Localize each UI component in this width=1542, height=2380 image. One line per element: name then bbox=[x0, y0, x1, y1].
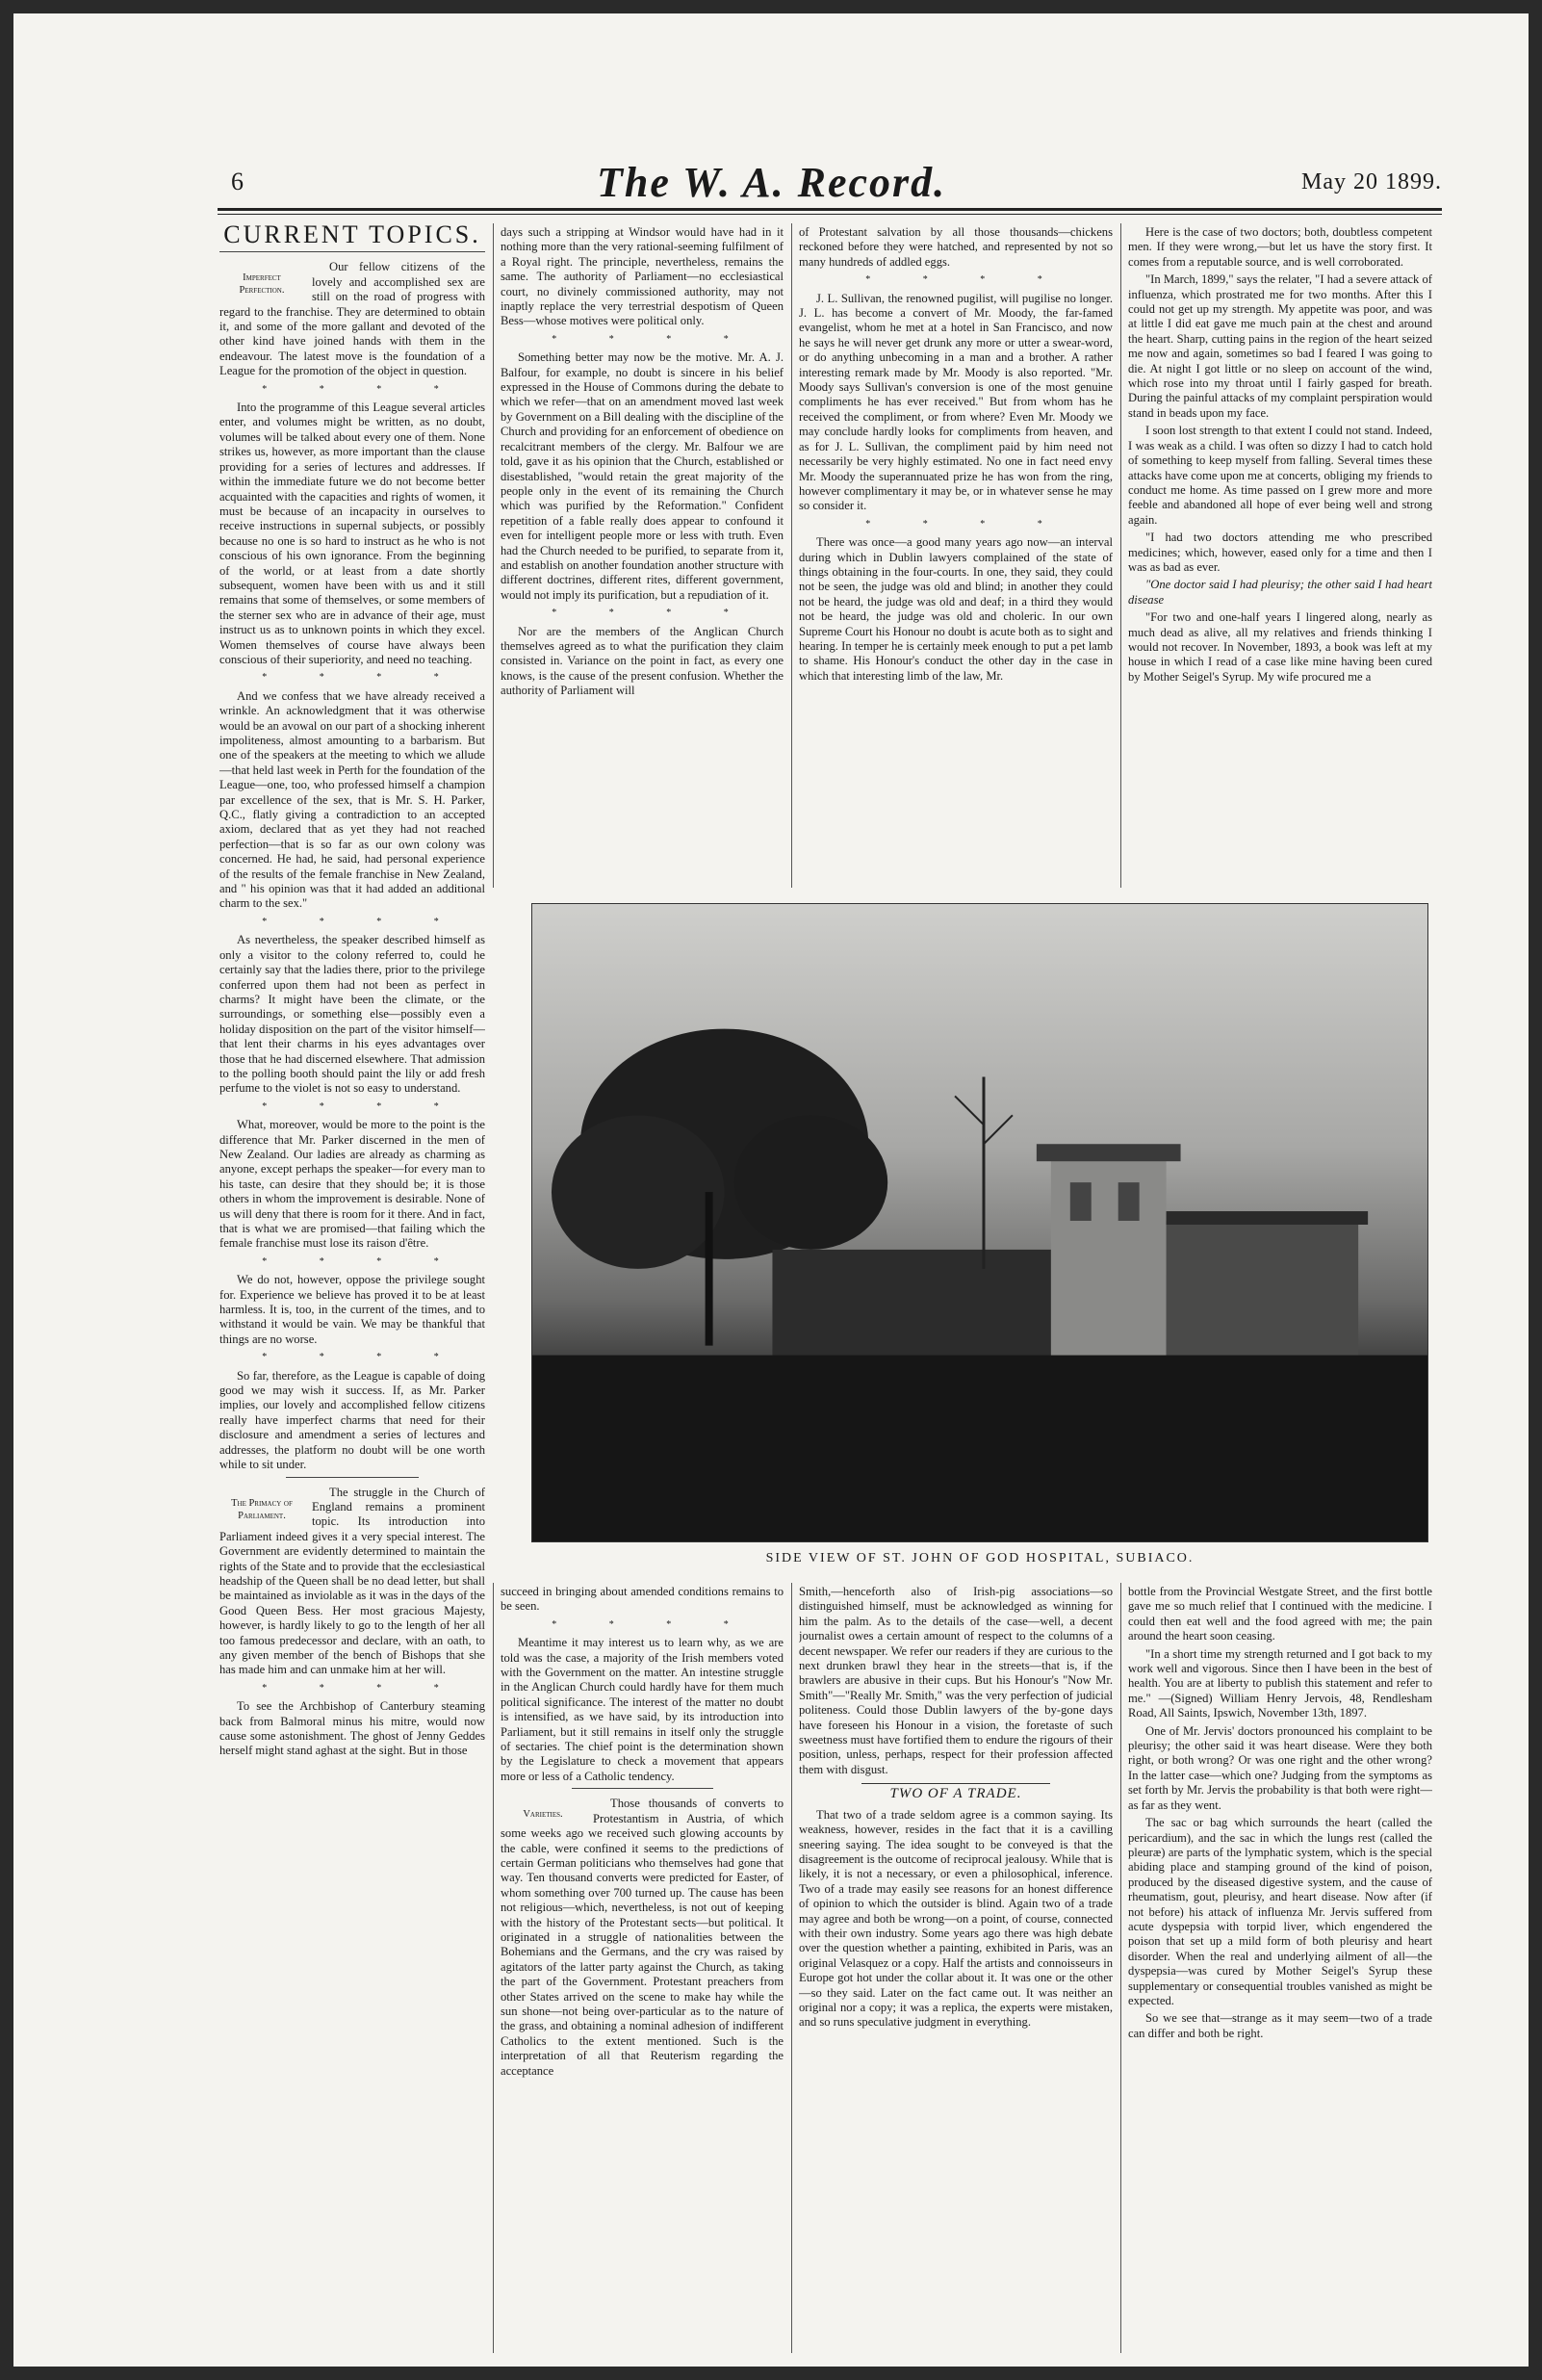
paragraph: To see the Archbishop of Canterbury steaming back from Balmoral minus his mitre, would now cause some astonishment. The ghost of Jenny Geddes herself might stand aghast at the sight. But in those bbox=[219, 1699, 485, 1758]
column-2-top bbox=[501, 225, 784, 890]
paragraph: What, moreover, would be more to the point is the difference that Mr. Parker discerned in the men of New Zealand. Our ladies are already as charming as anyone, except perhaps the speaker—for every man to his taste, can desire that they should be; it is those others in whom the improvement is desirable. None of us will deny that there is room for it there. And in fact, that is what we are promised—that failing which the female franchise must lose its raison d'être. bbox=[219, 1118, 485, 1251]
paragraph-italic: "One doctor said I had pleurisy; the other said I had heart disease bbox=[1128, 578, 1432, 607]
paragraph: The sac or bag which surrounds the heart (called the pericardium), and the sac in which the lungs rest (called the pleuræ) are parts of the lymphatic system, which is the special abiding place and stamping ground of the kind of poison, produced by the diseased digestive system, and the cause of rheumatism, gout, pleurisy, and heart disease. Now after (if not before) his attack of influenza Mr. Jervis suffered from acute dyspepsia with torpid liver, which engendered the poison that set up a mild form of both pleurisy and heart disorder. When the real and underlying ailment of all—the dyspepsia—was cured by Mother Seigel's Syrup these supplementary or consequential troubles vanished as might be expected. bbox=[1128, 1816, 1432, 2007]
paragraph: There was once—a good many years ago now—an interval during which in Dublin lawyers complained of the state of things obtaining in the four-courts. In one, they said, they could not be seen, the judge was old and blind; in another they could not be heard, the judge was old and deaf; in a third they would not be heard, the judge was old and choleric. In our own Supreme Court his Honour no doubt is acute both as to sight and hearing. In temper he is certainly meek enough to put a pet lamb to shame. His Honour's conduct the other day in the case in which that interesting limb of the law, Mr. bbox=[799, 535, 1113, 683]
article-subheading: TWO OF A TRADE. bbox=[861, 1783, 1050, 1801]
paragraph: Smith,—henceforth also of Irish-pig associations—so distinguished himself, must be acknowledged as winning for him the palm. As to the details of the case—well, a decent journalist owes a certain amount of respect to the columns of a decent newspaper. We refer our readers if they are curious to the next drunken brawl they hear in the streets—that is, if the brawlers are abusive in their cups. But his Honour's "Now Mr. Smith"—"Really Mr. Smith," was the very perfection of judicial politeness. Could those Dublin lawyers of the by-gone days have foreseen his Honour in a vision, the foretaste of such sweetness must have fortified them to endure the rigours of their position, unless, perhaps, respect for their profession affected them with disgust. bbox=[799, 1585, 1113, 1776]
section-stars: * * * * bbox=[262, 1682, 464, 1694]
paragraph: of Protestant salvation by all those thousands—chickens reckoned before they were hatched, and represented by not so many hundreds of addled eggs. bbox=[799, 225, 1113, 269]
column-divider bbox=[791, 1583, 792, 2353]
side-heading: The Primacy of Parliament. bbox=[231, 1497, 293, 1521]
section-stars: * * * * bbox=[262, 672, 464, 684]
paragraph: Meantime it may interest us to learn why, as we are told was the case, a majority of the Irish members voted with the Government on the matter. An intestine struggle in the Anglican Church could hardly have for them much political significance. The interest of the matter no doubt is intensified, as we have said, by its introduction into Parliament, but it still remains in itself only the struggle of sectaries. The chief point is the determination shown by the Legislature to check a movement that appears more or less of a Catholic tendency. bbox=[501, 1636, 784, 1783]
column-divider bbox=[493, 1583, 494, 2353]
column-current-topics bbox=[219, 225, 485, 2353]
section-stars: * * * * bbox=[262, 1100, 464, 1112]
photo-caption: SIDE VIEW OF ST. JOHN OF GOD HOSPITAL, SUBIACO. bbox=[765, 1551, 1195, 1565]
section-stars: * * * * bbox=[865, 518, 1067, 530]
paragraph: I soon lost strength to that extent I could not stand. Indeed, I was weak as a child. I was often so dizzy I had to catch hold of something to keep myself from falling. Several times these attacks have come upon me at concerts, obliging my friends to conduct me home. As time passed on I grew more and more feeble and abandoned all hope of ever being well and strong again. bbox=[1128, 424, 1432, 527]
paper-title: The W. A. Record. bbox=[597, 159, 947, 206]
section-stars: * * * * bbox=[262, 1255, 464, 1267]
hospital-photograph bbox=[531, 903, 1428, 1542]
section-stars: * * * * bbox=[552, 608, 754, 619]
paragraph: "In a short time my strength returned and I got back to my work well and vigorous. Since then I have been in the best of health. You are at liberty to publish this statement and refer to me." —(Signed) William Henry Jervois, 48, Rendlesham Road, All Saints, Ipswich, November 13th, 1897. bbox=[1128, 1646, 1432, 1720]
header-rule-thin bbox=[218, 214, 1442, 215]
column-divider bbox=[493, 223, 494, 888]
paragraph: bottle from the Provincial Westgate Street, and the first bottle gave me so much relief that I continued with the medicine. I could then eat well and the food agreed with me; the pain around the heart soon ceasing. bbox=[1128, 1585, 1432, 1643]
paragraph: days such a stripping at Windsor would have had in it nothing more than the very rational-seeming fulfilment of a Royal right. The principle, nevertheless, remains the same. The authority of Parliament—no ecclesiastical court, no divinely commissioned authority, may not inaptly replace the very terrestrial despotism of Queen Bess—whose motives were political only. bbox=[501, 225, 784, 328]
paragraph: Those thousands of converts to Protestantism in Austria, of which some weeks ago we received such glowing accounts by the cable, were confined it seems to the predictions of certain German politicians who themselves had gone that way. Ten thousand converts were predicted for Easter, of whom something over 700 turned up. The cause has been not religious—which, nevertheless, is not out of keeping with the history of the Protestant sects—but political. It originated in a struggle of nationalities between the Bohemians and the Germans, and the cry was raised by agitators of the latter party against the Church, as taking the part of the Government. Protestant preachers from other States arrived on the scene to make hay while the sun shone—not being over-particular as to the nature of the grass, and obtaining a nominal adhesion of indifferent Catholics to the extent mentioned. Such is the interpretation of all that Reuterism regarding the acceptance bbox=[501, 1797, 784, 2078]
section-rule bbox=[286, 1477, 419, 1478]
column-3-top bbox=[799, 225, 1113, 890]
newspaper-page bbox=[13, 13, 1529, 2367]
section-stars: * * * * bbox=[262, 916, 464, 927]
paragraph: "For two and one-half years I lingered along, nearly as much dead as alive, all my relatives and friends thinking I would not recover. In November, 1893, a book was left at my house in which I read of a case like mine having been cured by Mother Seigel's Syrup. My wife procured me a bbox=[1128, 610, 1432, 684]
paragraph: That two of a trade seldom agree is a common saying. Its weakness, however, resides in the fact that it is a cavilling sneering saying. The idea sought to be conveyed is that the disagreement is the outcome of reciprocal jealousy. While that is likely, it is not a necessary, or even a philosophical, inference. Two of a trade may easily see reasons for an honest difference of opinion to which the outsider is blind. Again two of a trade may agree and both be wrong—on a point, of course, connected with their own industry. Some years ago there was high debate over the question whether a painting, exhibited in Paris, was an original Velasquez or a copy. Half the artists and connoisseurs in Europe got hot under the collar about it. It was one or the other—so they said. Later on the fact came out. It was neither an original nor a copy; it was a replica, the experts were mistaken, and so runs speculative judgment in everything. bbox=[799, 1807, 1113, 2030]
paragraph: One of Mr. Jervis' doctors pronounced his complaint to be pleurisy; the other said it was heart disease. Were they both right, or both wrong? Or was one right and the other wrong? In the latter case—which one? Judging from the symptoms as set forth by Mr. Jervis the probability is that both were right—as far as they went. bbox=[1128, 1723, 1432, 1812]
section-stars: * * * * bbox=[865, 274, 1067, 286]
header-rule-thick bbox=[218, 208, 1442, 211]
paragraph: Here is the case of two doctors; both, doubtless competent men. If they were wrong,—but let us have the story first. It comes from a reputable source, and is well corroborated. bbox=[1128, 225, 1432, 269]
column-3-bottom bbox=[799, 1585, 1113, 2355]
paragraph: "In March, 1899," says the relater, "I had a severe attack of influenza, which prostrated me for two months. After this I could not get up my strength. My appetite was poor, and was at little I did eat gave me much pain at the chest and around the heart. Sharp, cutting pains in the region of the heart seized me now and again, sometimes so bad I feared I was going to die. At night I got little or no sleep on account of the wind, which rose into my throat until I fairly gasped for breath. During the painful attacks of my complaint perspiration would stand in beads upon my face. bbox=[1128, 272, 1432, 420]
column-divider bbox=[1120, 223, 1121, 888]
paragraph: The struggle in the Church of England remains a prominent topic. Its introduction into Parliament indeed gives it a very special interest. The Government are evidently determined to maintain the rights of the State and to provide that the ecclesiastical headship of the Queen shall be no dead letter, but shall be maintained as inviolable as it was in the days of the Good Queen Bess. Her most gracious Majesty, however, is hardly likely to go to the length of her all too famous predecessor and declare, with an oath, to any given member of the bench of Bishops that she has made him and can unmake him at her will. bbox=[219, 1485, 485, 1677]
paragraph: Something better may now be the motive. Mr. A. J. Balfour, for example, no doubt is sincere in his belief expressed in the House of Commons during the debate to which we refer—that on an amendment moved last week by Government on a Bill dealing with the discipline of the Church and providing for an enforcement of obedience on recalcitrant members of the clergy. Mr. Balfour we are told, gave it as his opinion that the Church, established or disestablished, "would retain the great majority of the people only in the event of its remaining the Church which was purified by the Reformation." Confident repetition of a fable really does appear to confound it even for intelligent people more or less with truth. Even had the Church needed to be purified, to separate from it, and establish on another foundation another structure with different doctrines, different rites, different government, would not imply its purification, but a repudiation of it. bbox=[501, 350, 784, 602]
paragraph: Nor are the members of the Anglican Church themselves agreed as to what the purification they claim consisted in. Variance on the point in fact, as every one knows, is the cause of the present confusion. Whether the authority of Parliament will bbox=[501, 624, 784, 698]
paragraph: So far, therefore, as the League is capable of doing good we may wish it success. If, as Mr. Parker implies, our lovely and accomplished fellow citizens really have imperfect charms that need for their disclosure and amendment a series of lectures and addresses, the platform no doubt will be one worth while to sit under. bbox=[219, 1368, 485, 1472]
page-number: 6 bbox=[231, 168, 244, 195]
paragraph: As nevertheless, the speaker described himself as only a visitor to the colony referred to, could he certainly say that the ladies there, prior to the privilege conferred upon them had not been as perfect in charms? It might have been the climate, or the surroundings, or something else—possibly even a holiday disposition on the part of the visitor himself—that lent their charms in his eyes advantages over those that he had discerned elsewhere. That admission to the polling booth should paint the lily or add fresh perfume to the violet is not so easy to understand. bbox=[219, 933, 485, 1096]
section-stars: * * * * bbox=[262, 1352, 464, 1363]
paragraph: "I had two doctors attending me who prescribed medicines; which, however, eased only for a time and then I was as bad as ever. bbox=[1128, 530, 1432, 574]
heading-rule bbox=[219, 251, 485, 252]
section-heading: CURRENT TOPICS. bbox=[223, 225, 481, 248]
section-rule bbox=[572, 1788, 713, 1789]
section-stars: * * * * bbox=[552, 333, 754, 345]
paragraph: We do not, however, oppose the privilege sought for. Experience we believe has proved it to be at least harmless. It is, too, in the current of the times, and to withstand it would be vain. We may be thankful that things are no worse. bbox=[219, 1273, 485, 1346]
column-divider bbox=[1120, 1583, 1121, 2353]
paragraph: So we see that—strange as it may seem—two of a trade can differ and both be right. bbox=[1128, 2011, 1432, 2040]
paragraph: Into the programme of this League several articles enter, and volumes might be written, as no doubt, volumes will be talked about every one of them. None strikes us, however, as more important than the clause providing for a series of lectures and addresses. If within the immediate future we do not become better acquainted with the capacities and rights of women, it must be because of an incapacity in ourselves to receive instructions in supernal subjects, or possibly because no one is so hard to instruct as he who is not conscious of his own ignorance. From the beginning of the world, or at least from a date shortly subsequent, women have been with us and it still remains that some of themselves, or some members of the sterner sex who are in advance of their age, must instruct us as to unknown points in which they excel. Women themselves of course have always been conscious of their superiority, and need no teaching. bbox=[219, 401, 485, 666]
column-4-bottom bbox=[1128, 1585, 1432, 2355]
paragraph: succeed in bringing about amended conditions remains to be seen. bbox=[501, 1585, 784, 1614]
column-2-bottom bbox=[501, 1585, 784, 2355]
paragraph: Our fellow citizens of the lovely and accomplished sex are still on the road of progress with regard to the franchise. They are determined to obtain it, and some of the more gallant and devoted of the other kind have joined hands with them in the endeavour. The latest move is the foundation of a League for the promotion of the object in question. bbox=[219, 260, 485, 378]
issue-date: May 20 1899. bbox=[1301, 169, 1442, 194]
side-heading: Varieties. bbox=[523, 1809, 563, 1821]
hospital-image bbox=[532, 904, 1427, 1541]
column-divider bbox=[791, 223, 792, 888]
column-4-top bbox=[1128, 225, 1432, 890]
paragraph: And we confess that we have already received a wrinkle. An acknowledgment that it was otherwise would be an avowal on our part of a shocking inherent impoliteness, almost amounting to a barbarism. But one of the speakers at the meeting to which we allude—that held last week in Perth for the foundation of the League—one, too, who professed himself a champion par excellence of the sex, that is Mr. S. H. Parker, Q.C., flatly giving a contradiction to an accepted axiom, declared that as yet they had not reached perfection—that is so far as our own colony was concerned. He had, he said, had personal experience of the results of the female franchise in New Zealand, and " his opinion was that it had added an additional charm to the sex." bbox=[219, 688, 485, 911]
side-heading: Imperfect Perfection. bbox=[239, 272, 285, 297]
masthead bbox=[231, 158, 1442, 204]
section-stars: * * * * bbox=[552, 1618, 754, 1630]
section-stars: * * * * bbox=[262, 383, 464, 395]
paragraph: J. L. Sullivan, the renowned pugilist, will pugilise no longer. J. L. has become a convert of Mr. Moody, the far-famed evangelist, whom he met at a hotel in San Francisco, and now he says he will never get drunk any more or utter a swear-word, or do anything unbecoming in a man and a brother. A rather interesting remark made by Mr. Moody is also reported. "Mr. Moody says Sullivan's conversion is one of the most genuine compliments he has ever received." But from whom has he received the compliment, or from where? Even Mr. Moody we may conclude hardly looks for compliments from heaven, and as for J. L. Sullivan, the compliment paid by him need not necessarily be very highly estimated. No one in fact need envy Mr. Moody the superannuated prize he has won from the ring, however complimentary it may be, or in whatever sense he may so consider it. bbox=[799, 291, 1113, 513]
